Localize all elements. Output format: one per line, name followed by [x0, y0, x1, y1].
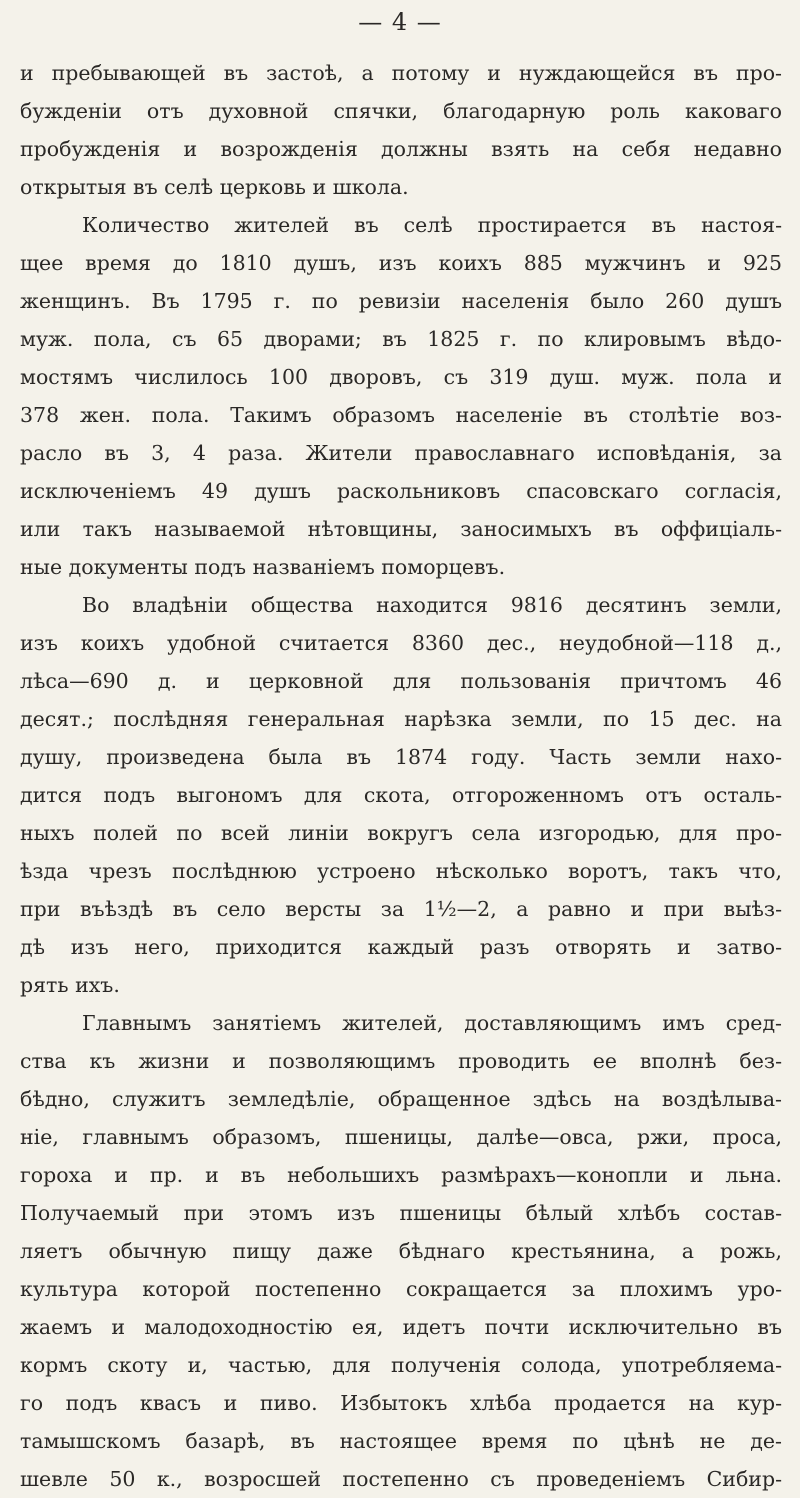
paragraph-4	[20, 1004, 782, 1498]
text-line: муж. пола, съ 65 дворами; въ 1825 г. по клировымъ вѣдо-	[20, 327, 782, 351]
body-text	[20, 54, 782, 1498]
text-line: ніе, главнымъ образомъ, пшеницы, далѣе—овса, ржи, проса,	[20, 1125, 782, 1149]
text-line: бѣдно, служитъ земледѣліе, обращенное здѣсь на воздѣлыва-	[20, 1087, 782, 1111]
text-line: ѣзда чрезъ послѣднюю устроено нѣсколько воротъ, такъ что,	[20, 859, 782, 883]
text-line: ные документы подъ названіемъ поморцевъ.	[20, 555, 506, 579]
text-line: Получаемый при этомъ изъ пшеницы бѣлый хлѣбъ состав-	[20, 1201, 782, 1225]
text-line: жаемъ и малодоходностію ея, идетъ почти исключительно въ	[20, 1315, 782, 1339]
paragraph-1	[20, 54, 782, 206]
page-number: — 4 —	[358, 8, 442, 36]
text-line: при въѣздѣ въ село версты за 1½—2, а равно и при выѣз-	[20, 897, 782, 921]
text-line: десят.; послѣдняя генеральная нарѣзка земли, по 15 дес. на	[20, 707, 782, 731]
text-line: кормъ скоту и, частью, для полученія солода, употребляема-	[20, 1353, 782, 1377]
text-line: изъ коихъ удобной считается 8360 дес., неудобной—118 д.,	[20, 631, 782, 655]
text-line: ства къ жизни и позволяющимъ проводить ее вполнѣ без-	[20, 1049, 782, 1073]
text-line: исключеніемъ 49 душъ раскольниковъ спасовскаго согласія,	[20, 479, 782, 503]
text-line: гороха и пр. и въ небольшихъ размѣрахъ—конопли и льна.	[20, 1163, 782, 1187]
text-line: го подъ квасъ и пиво. Избытокъ хлѣба продается на кур-	[20, 1391, 782, 1415]
text-line: мостямъ числилось 100 дворовъ, съ 319 душ. муж. пола и	[20, 365, 782, 389]
text-line: дится подъ выгономъ для скота, отгороженномъ отъ осталь-	[20, 783, 782, 807]
text-line: расло въ 3, 4 раза. Жители православнаго исповѣданія, за	[20, 441, 782, 465]
text-line: рять ихъ.	[20, 973, 120, 997]
text-line: ныхъ полей по всей линіи вокругъ села изгородью, для про-	[20, 821, 782, 845]
text-line: Количество жителей въ селѣ простирается въ настоя-	[82, 213, 782, 237]
text-line: или такъ называемой нѣтовщины, заносимыхъ въ оффиціаль-	[20, 517, 782, 541]
text-line: бужденіи отъ духовной спячки, благодарную роль каковаго	[20, 99, 782, 123]
text-line: лѣса—690 д. и церковной для пользованія причтомъ 46	[20, 669, 782, 693]
text-line: открытыя въ селѣ церковь и школа.	[20, 175, 409, 199]
text-line: Во владѣніи общества находится 9816 десятинъ земли,	[82, 593, 782, 617]
text-line: тамышскомъ базарѣ, въ настоящее время по цѣнѣ не де-	[20, 1429, 782, 1453]
text-line: культура которой постепенно сокращается за плохимъ уро-	[20, 1277, 782, 1301]
paragraph-2	[20, 206, 782, 586]
text-line: дѣ изъ него, приходится каждый разъ отворять и затво-	[20, 935, 782, 959]
text-line: ляетъ обычную пищу даже бѣднаго крестьянина, а рожь,	[20, 1239, 782, 1263]
text-line: щее время до 1810 душъ, изъ коихъ 885 мужчинъ и 925	[20, 251, 782, 275]
text-line: женщинъ. Въ 1795 г. по ревизіи населенія было 260 душъ	[20, 289, 782, 313]
text-line: пробужденія и возрожденія должны взять на себя недавно	[20, 137, 782, 161]
text-line: 378 жен. пола. Такимъ образомъ населеніе въ столѣтіе воз-	[20, 403, 782, 427]
text-line: шевле 50 к., возросшей постепенно съ проведеніемъ Сибир-	[20, 1467, 782, 1491]
text-line: душу, произведена была въ 1874 году. Часть земли нахо-	[20, 745, 782, 769]
text-line: Главнымъ занятіемъ жителей, доставляющимъ имъ сред-	[82, 1011, 782, 1035]
text-line: и пребывающей въ застоѣ, а потому и нуждающейся въ про-	[20, 61, 782, 85]
paragraph-3	[20, 586, 782, 1004]
